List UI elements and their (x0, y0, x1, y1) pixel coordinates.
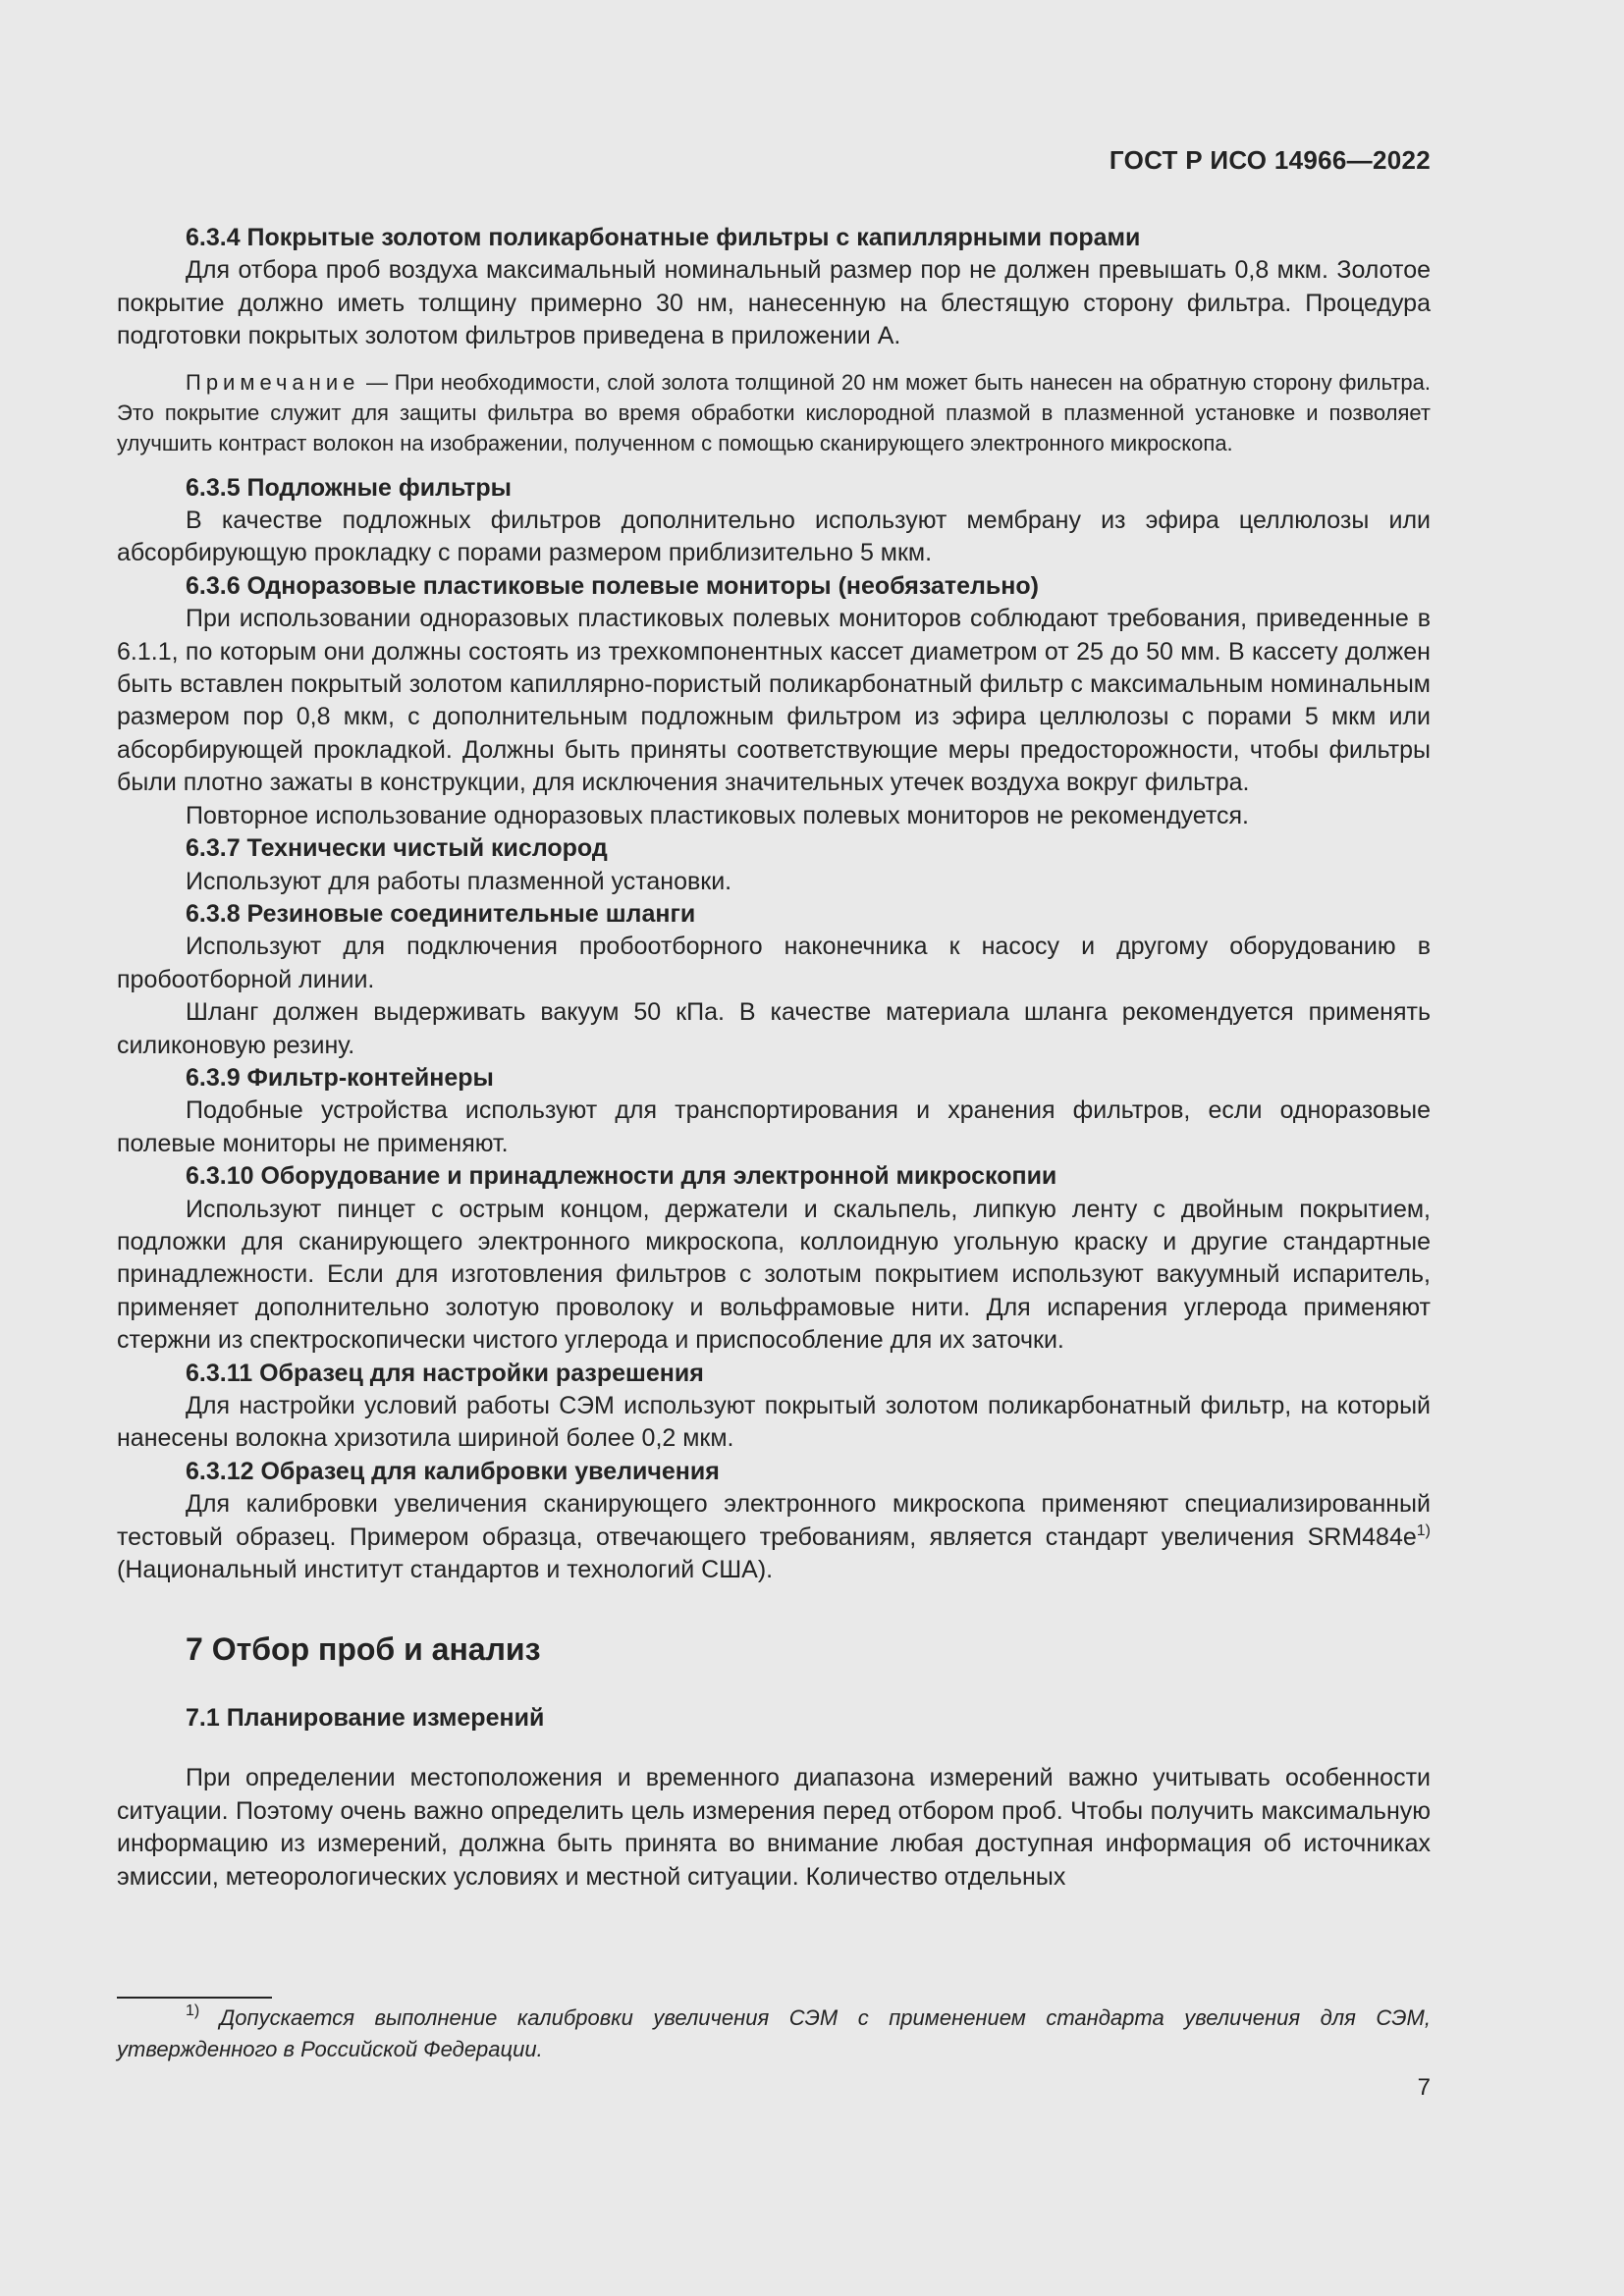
footnote-divider (117, 1997, 272, 1999)
section-heading-6-3-12: 6.3.12 Образец для калибровки увеличения (186, 1457, 720, 1485)
paragraph: Используют для подключения пробоотборного наконечника к насосу и другому оборудованию в пробоотборной линии. (117, 933, 1431, 993)
section-heading-6-3-7: 6.3.7 Технически чистый кислород (186, 834, 608, 863)
footnote-reference[interactable]: 1) (1416, 1522, 1431, 1539)
paragraph-with-footnote-ref (117, 1488, 1431, 1586)
page-number: 7 (1417, 2074, 1431, 2101)
paragraph-text: Для калибровки увеличения сканирующего электронного микроскопа применяют специализированный тестовый образец. Примером образца, отвечающего требованиям, является стандарт увеличения SRM484e (117, 1490, 1431, 1551)
section-heading-7: 7 Отбор проб и анализ (186, 1631, 541, 1668)
document-header: ГОСТ Р ИСО 14966—2022 (1109, 145, 1431, 175)
section-heading-6-3-8: 6.3.8 Резиновые соединительные шланги (186, 899, 696, 928)
section-heading-6-3-10: 6.3.10 Оборудование и принадлежности для электронной микроскопии (186, 1162, 1057, 1191)
section-heading-6-3-9: 6.3.9 Фильтр-контейнеры (186, 1063, 494, 1092)
paragraph: При использовании одноразовых пластиковых полевых мониторов соблюдают требования, приведенные в 6.1.1, по которым они должны состоять из трехкомпонентных кассет диаметром от 25 до 50 мм. В кассету должен быть вставлен покрытый золотом капиллярно-пористый поликарбонатный фильтр с максимальным номинальным размером пор 0,8 мкм, с дополнительным подложным фильтром из эфира целлюлозы с порами 5 мкм или абсорбирующей прокладкой. Должны быть приняты соответствующие меры предосторожности, чтобы фильтры были плотно зажаты в конструкции, для исключения значительных утечек воздуха вокруг фильтра. (117, 605, 1431, 797)
paragraph: Используют для работы плазменной установки. (186, 867, 732, 895)
footnote-text: Допускается выполнение калибровки увеличения СЭМ с применением стандарта увеличения для СЭМ, утвержденного в Российской Федерации. (117, 2005, 1431, 2061)
paragraph: Шланг должен выдерживать вакуум 50 кПа. В качестве материала шланга рекомендуется применять силиконовую резину. (117, 998, 1431, 1059)
paragraph: Повторное использование одноразовых пластиковых полевых мониторов не рекомендуется. (186, 801, 1250, 829)
section-heading-6-3-4: 6.3.4 Покрытые золотом поликарбонатные фильтры с капиллярными порами (186, 224, 1141, 251)
section-heading-6-3-6: 6.3.6 Одноразовые пластиковые полевые мониторы (необязательно) (186, 571, 1039, 600)
note (117, 367, 1431, 458)
paragraph: При определении местоположения и временного диапазона измерений важно учитывать особенности ситуации. Поэтому очень важно определить цель измерения перед отбором проб. Чтобы получить максимальную информацию из измерений, должна быть принята во внимание любая доступная информация об источниках эмиссии, метеорологических условиях и местной ситуации. Количество отдельных (117, 1764, 1431, 1891)
paragraph: Для отбора проб воздуха максимальный номинальный размер пор не должен превышать 0,8 мкм. Золотое покрытие должно иметь толщину примерно 30 нм, нанесенную на блестящую сторону фильтра. Процедура подготовки покрытых золотом фильтров приведена в приложении А. (117, 256, 1431, 350)
section-heading-7-1: 7.1 Планирование измерений (186, 1704, 545, 1733)
paragraph-text: (Национальный институт стандартов и технологий США). (117, 1556, 774, 1584)
paragraph: Используют пинцет с острым концом, держатели и скальпель, липкую ленту с двойным покрытием, подложки для сканирующего электронного микроскопа, коллоидную угольную краску и другие стандартные принадлежности. Если для изготовления фильтров с золотым покрытием используют вакуумный испаритель, применяет дополнительно золотую проволоку и вольфрамовые нити. Для испарения углерода применяют стержни из спектроскопически чистого углерода и приспособление для их заточки. (117, 1195, 1431, 1355)
footnote (117, 2002, 1431, 2065)
section-heading-6-3-11: 6.3.11 Образец для настройки разрешения (186, 1359, 704, 1387)
note-label: Примечание (186, 369, 360, 395)
document-body (117, 222, 1431, 1894)
note-text: — При необходимости, слой золота толщиной 20 нм может быть нанесен на обратную сторону фильтра. Это покрытие служит для защиты фильтра во время обработки кислородной плазмой в плазменной установке и позволяет улучшить контраст волокон на изображении, полученном с помощью сканирующего электронного микроскопа. (117, 369, 1431, 455)
paragraph: Подобные устройства используют для транспортирования и хранения фильтров, если одноразовые полевые мониторы не применяют. (117, 1096, 1431, 1157)
paragraph: Для настройки условий работы СЭМ используют покрытый золотом поликарбонатный фильтр, на который нанесены волокна хризотила шириной более 0,2 мкм. (117, 1392, 1431, 1453)
section-heading-6-3-5: 6.3.5 Подложные фильтры (186, 473, 513, 502)
footnote-marker: 1) (186, 2002, 200, 2019)
paragraph: В качестве подложных фильтров дополнительно используют мембрану из эфира целлюлозы или абсорбирующую прокладку с порами размером приблизительно 5 мкм. (117, 507, 1431, 567)
